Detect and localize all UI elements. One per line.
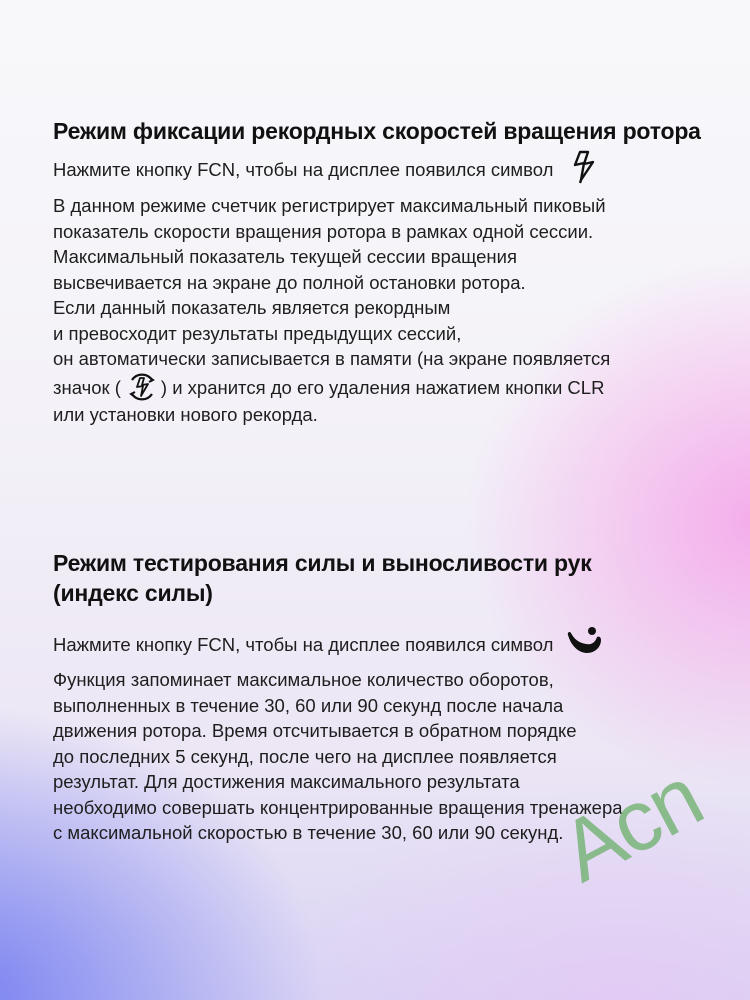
body-line: показатель скорости вращения ротора в рамках одной сессии. [53,220,594,242]
body-line: и превосходит результаты предыдущих сессий, [53,322,462,344]
lightning-bolt-icon [571,150,597,184]
watermark-logo: Acn [545,748,717,901]
body-line: или установки нового рекорда. [53,403,318,425]
body-line-part: значок ( [53,376,121,398]
section-record-speed [53,116,723,427]
section-title: Режим фиксации рекордных скоростей вращения ротора [53,118,701,144]
body-line: он автоматически записывается в памяти (на экране появляется [53,348,611,369]
body-line [53,372,723,402]
body-line: движения ротора. Время отсчитывается в обратном порядке [53,720,577,741]
body-line: результат. Для достижения максимального результата [53,771,520,792]
strength-index-icon [565,626,605,658]
record-bolt-circle-icon [125,372,159,402]
instruction-text: Нажмите кнопку FCN, чтобы на дисплее появился символ [53,159,554,181]
body-line: Если данный показатель является рекордным [53,297,451,318]
instruction-text: Нажмите кнопку FCN, чтобы на дисплее появился символ [53,634,554,656]
body-line: высвечивается на экране до полной остановки ротора. [53,271,526,293]
section-title: Режим тестирования силы и выносливости рук (индекс силы) [53,550,592,606]
body-line: с максимальной скоростью в течение 30, 60 или 90 секунд. [53,822,564,843]
body-line: Функция запоминает максимальное количество оборотов, [53,669,554,690]
body-line: выполненных в течение 30, 60 или 90 секунд после начала [53,694,564,716]
body-line: Максимальный показатель текущей сессии вращения [53,246,517,267]
body-line: необходимо совершать концентрированные вращения тренажера [53,796,623,818]
instruction-row [53,156,723,184]
body-line: до последних 5 секунд, после чего на дисплее появляется [53,745,557,767]
body-line: В данном режиме счетчик регистрирует максимальный пиковый [53,195,606,216]
body-line-part: ) и хранится до его удаления нажатием кнопки CLR [160,376,605,398]
section-body [53,193,723,427]
instruction-row [53,632,723,658]
